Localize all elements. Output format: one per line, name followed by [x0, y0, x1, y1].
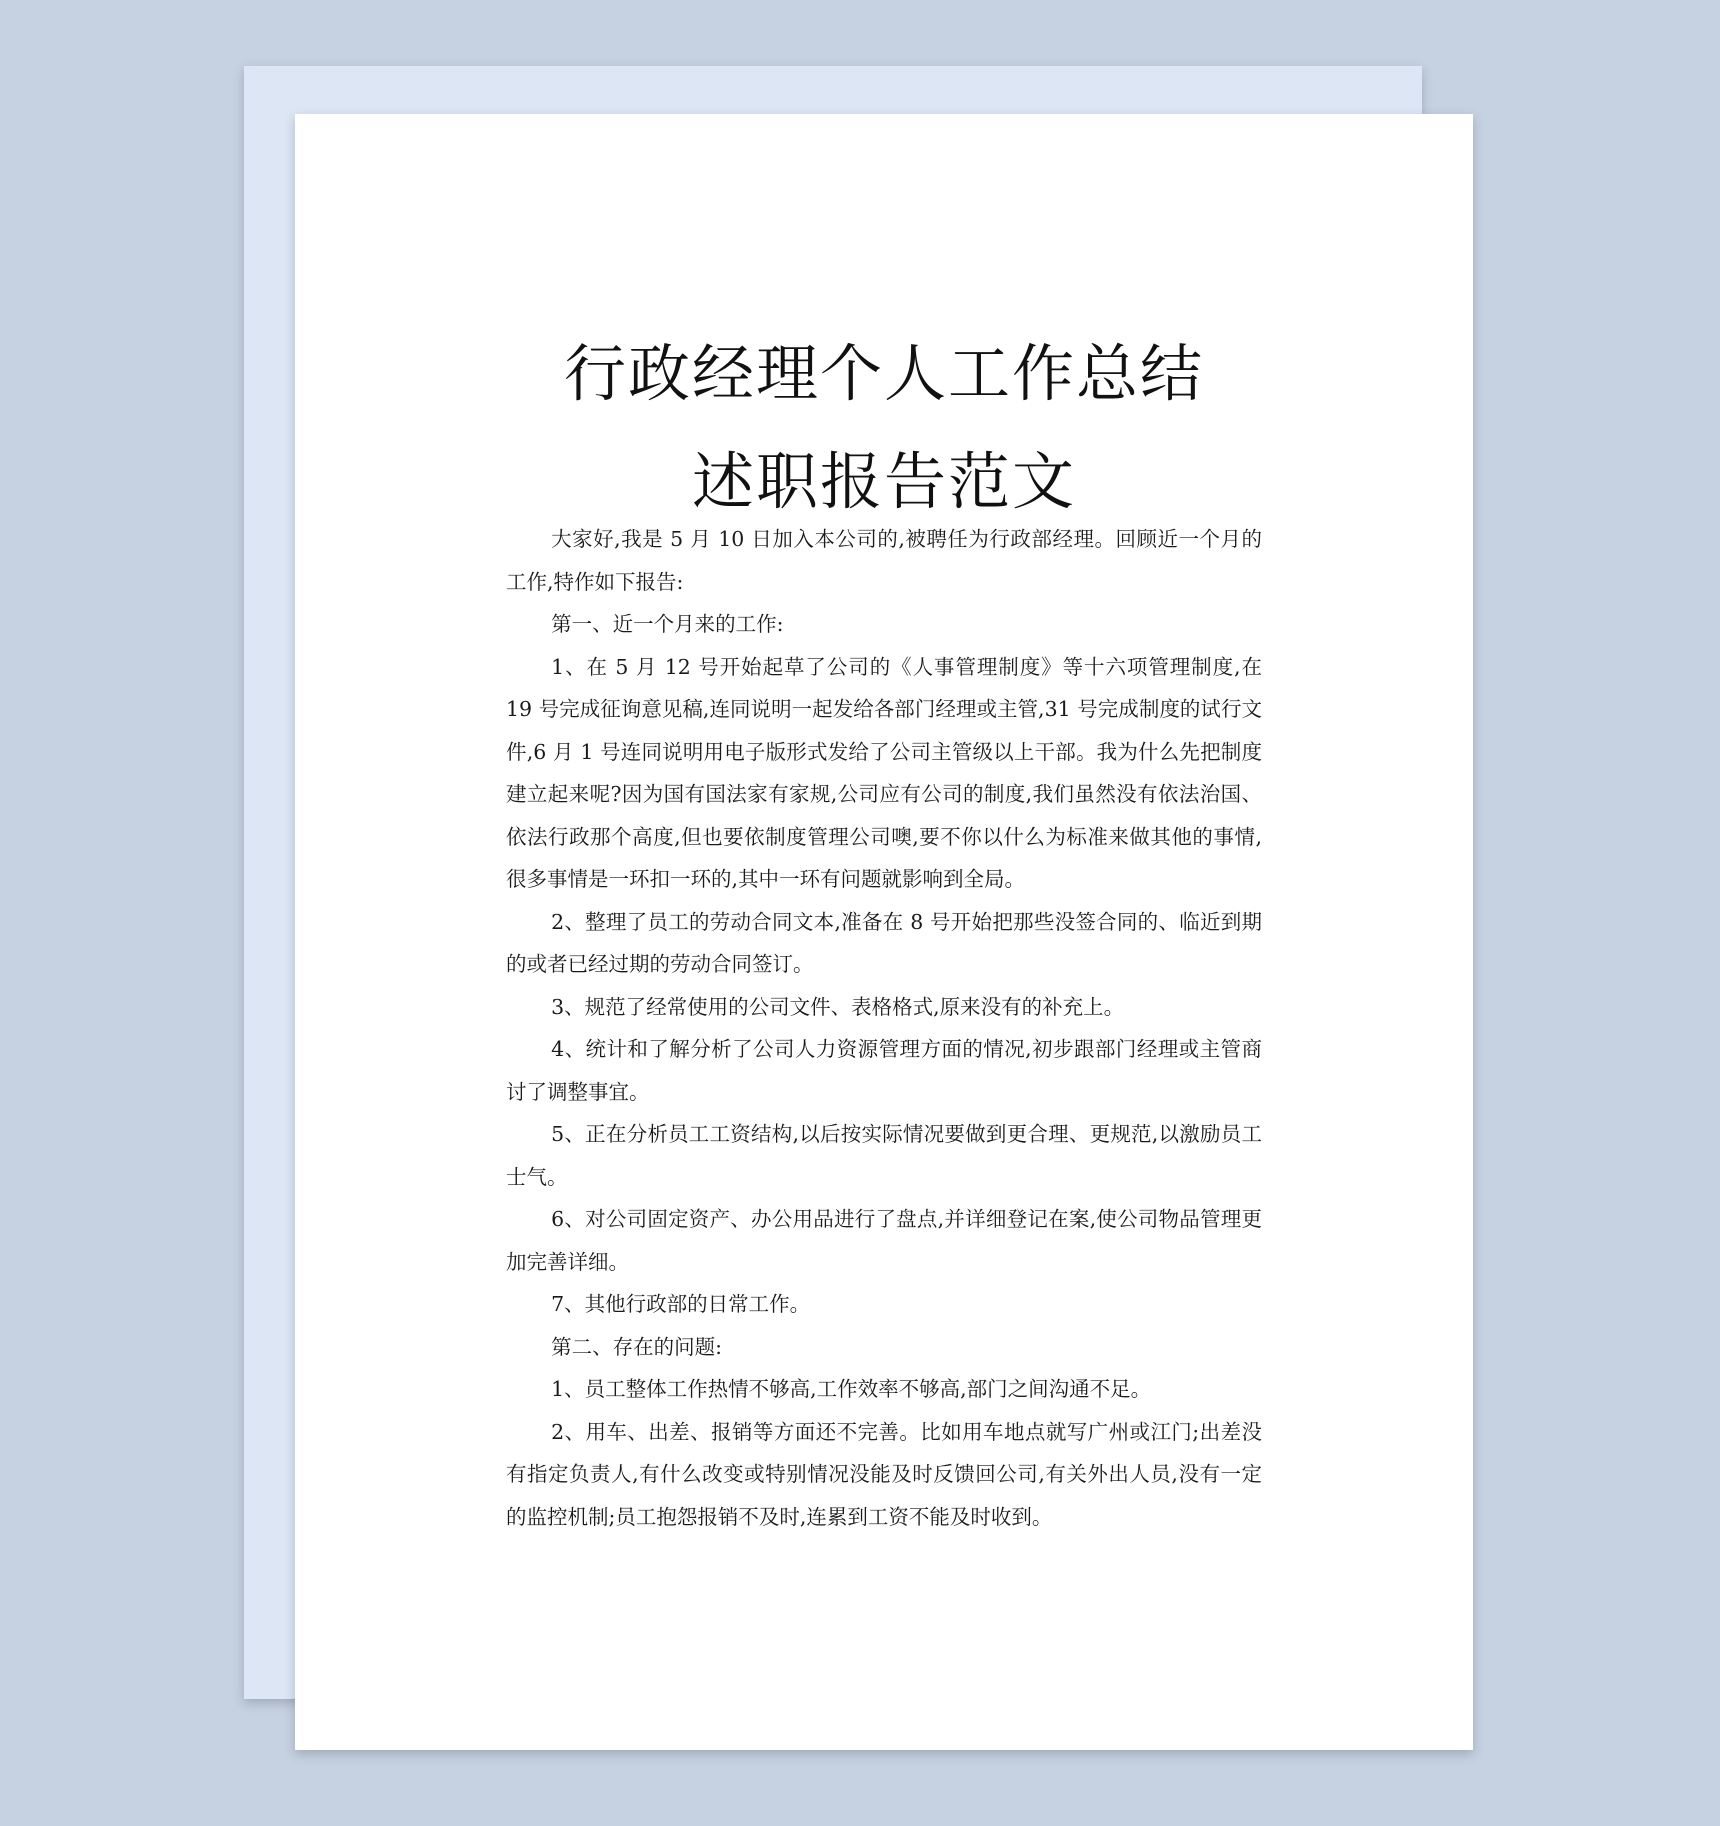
title-line-1: 行政经理个人工作总结	[563, 337, 1204, 410]
paragraph-item-4: 4、统计和了解分析了公司人力资源管理方面的情况,初步跟部门经理或主管商讨了调整事宜。	[506, 1037, 1262, 1104]
section-heading-work: 第一、近一个月来的工作:	[551, 612, 784, 636]
paragraph-problem-2: 2、用车、出差、报销等方面还不完善。比如用车地点就写广州或江门;出差没有指定负责人,有什么改变或特别情况没能及时反馈回公司,有关外出人员,没有一定的监控机制;员工抱怨报销不及时,连累到工资不能及时收到。	[506, 1419, 1262, 1529]
paragraph-item-3: 3、规范了经常使用的公司文件、表格格式,原来没有的补充上。	[551, 994, 1125, 1019]
paragraph-item-6: 6、对公司固定资产、办公用品进行了盘点,并详细登记在案,使公司物品管理更加完善详细。	[506, 1207, 1262, 1274]
paragraph-item-5: 5、正在分析员工工资结构,以后按实际情况要做到更合理、更规范,以激励员工士气。	[506, 1122, 1262, 1189]
title-line-2: 述职报告范文	[691, 445, 1076, 518]
paragraph-greeting: 大家好,我是 5 月 10 日加入本公司的,被聘任为行政部经理。回顾近一个月的工作,特作如下报告:	[506, 527, 1262, 594]
paragraph-problem-1: 1、员工整体工作热情不够高,工作效率不够高,部门之间沟通不足。	[551, 1377, 1152, 1401]
document-body	[506, 518, 1262, 1538]
section-heading-problems: 第二、存在的问题:	[551, 1334, 722, 1359]
paragraph-item-7: 7、其他行政部的日常工作。	[551, 1292, 811, 1316]
document-title	[295, 320, 1473, 536]
document-page	[295, 114, 1473, 1750]
paragraph-item-1: 1、在 5 月 12 号开始起草了公司的《人事管理制度》等十六项管理制度,在 19 号完成征询意见稿,连同说明一起发给各部门经理或主管,31 号完成制度的试行文件,6 月 1 号连同说明用电子版形式发给了公司主管级以上干部。我为什么先把制度建立起来呢?因为国有国法家有家规,公司应有公司的制度,我们虽然没有依法治国、依法行政那个高度,但也要依制度管理公司噢,要不你以什么为标准来做其他的事情,很多事情是一环扣一环的,其中一环有问题就影响到全局。	[506, 654, 1262, 891]
paragraph-item-2: 2、整理了员工的劳动合同文本,准备在 8 号开始把那些没签合同的、临近到期的或者已经过期的劳动合同签订。	[506, 909, 1262, 976]
